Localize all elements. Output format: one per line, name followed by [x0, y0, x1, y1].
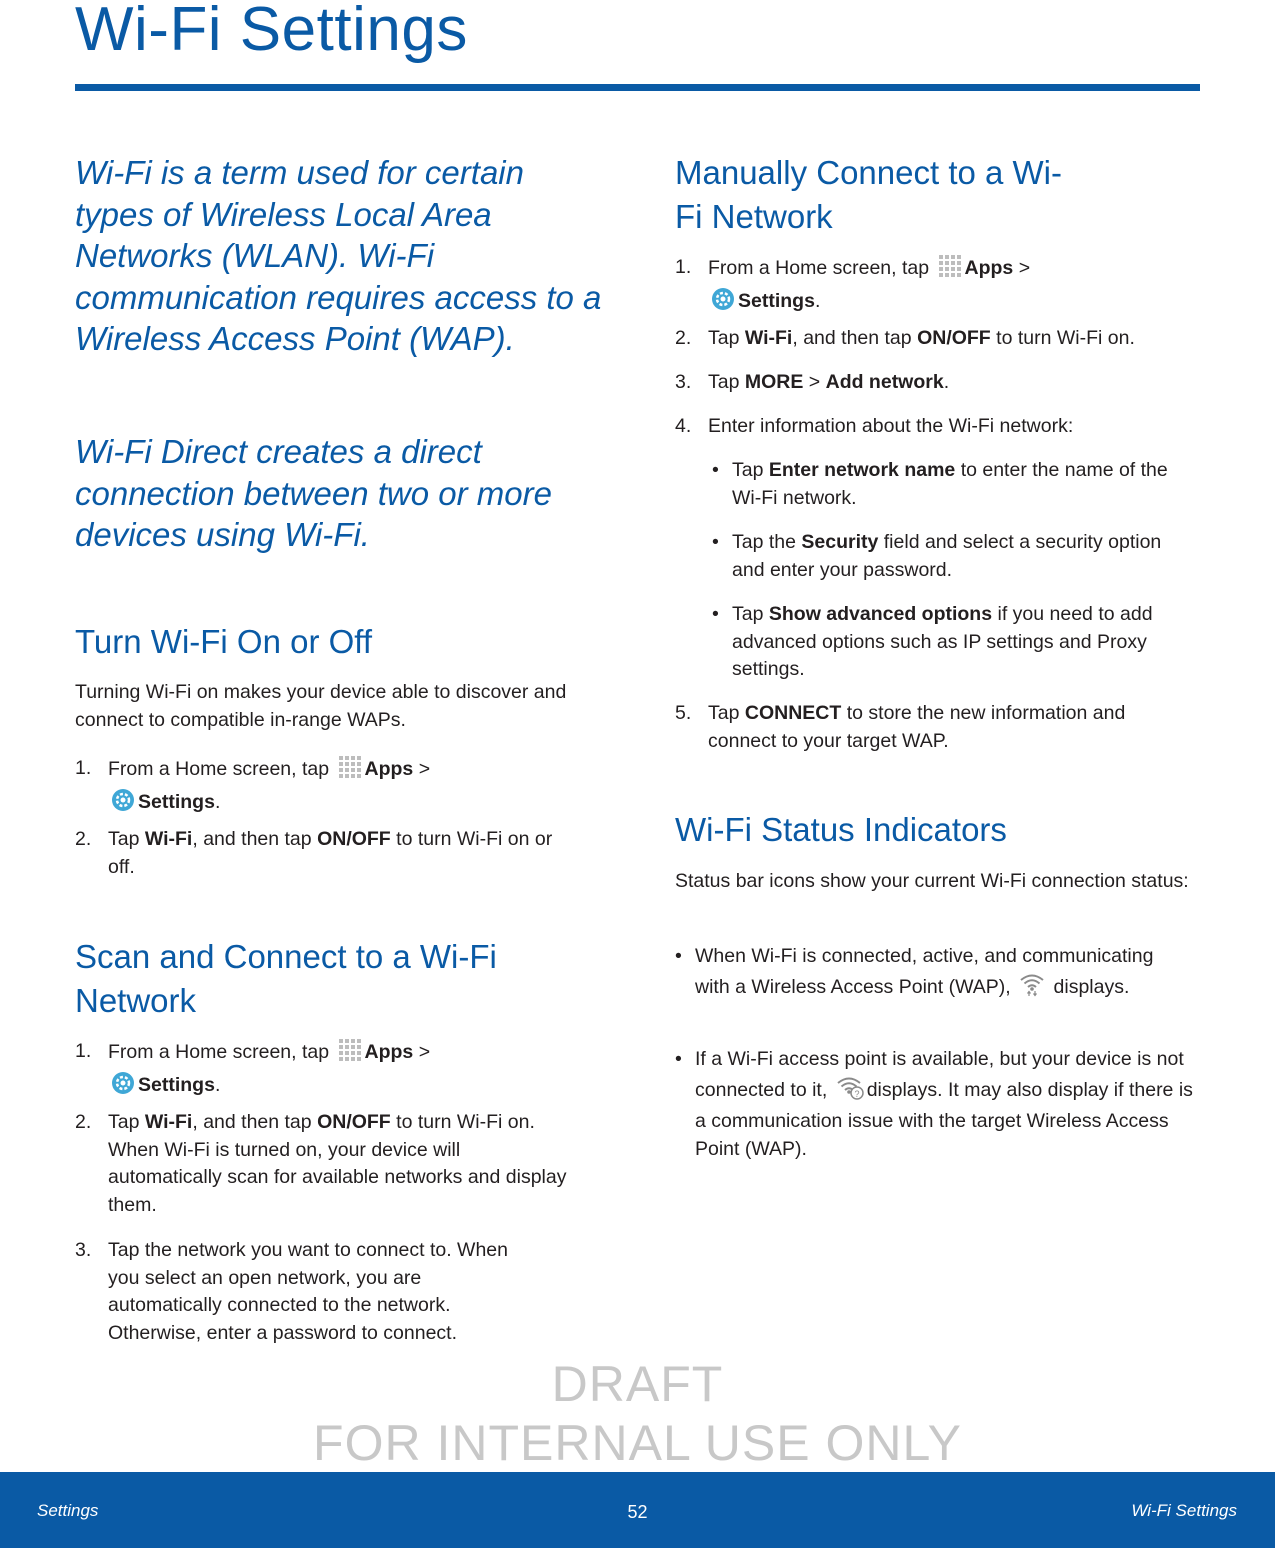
- turn-wifi-body: Turning Wi-Fi on makes your device able to discover and connect to compatible in-range WAPs.: [75, 681, 567, 731]
- heading-status-indicators: Wi-Fi Status Indicators: [675, 811, 1007, 848]
- internal-use-watermark: FOR INTERNAL USE ONLY: [313, 1415, 962, 1471]
- apps-icon: [338, 1038, 362, 1071]
- status-body: Status bar icons show your current Wi-Fi connection status:: [675, 870, 1189, 892]
- heading-manual-connect: Manually Connect to a Wi-Fi Network: [675, 154, 1062, 235]
- page-footer: [0, 1472, 1275, 1548]
- title-rule: [75, 84, 1200, 91]
- settings-icon: [711, 287, 735, 320]
- heading-turn-wifi: Turn Wi-Fi On or Off: [75, 623, 373, 660]
- svg-text:?: ?: [854, 1088, 860, 1099]
- footer-chapter: Wi-Fi Settings: [1131, 1501, 1237, 1520]
- page-number: 52: [627, 1502, 648, 1522]
- intro-paragraph-2: Wi-Fi Direct creates a direct connection between two or more devices using Wi-Fi.: [75, 433, 552, 553]
- page-title: Wi-Fi Settings: [75, 0, 468, 64]
- draft-watermark: DRAFT: [551, 1356, 724, 1412]
- wifi-available-icon: [836, 1074, 864, 1109]
- settings-icon: [111, 788, 135, 821]
- apps-icon: [938, 254, 962, 287]
- settings-icon: [111, 1071, 135, 1104]
- heading-scan-connect: Scan and Connect to a Wi-Fi Network: [75, 938, 497, 1019]
- wifi-active-icon: [1019, 971, 1045, 1006]
- apps-icon: [338, 755, 362, 788]
- footer-section: Settings: [37, 1501, 99, 1520]
- intro-paragraph-1: Wi-Fi is a term used for certain types of Wireless Local Area Networks (WLAN). Wi-Fi communication requires access to a Wireless Access Point (WAP).: [75, 154, 602, 357]
